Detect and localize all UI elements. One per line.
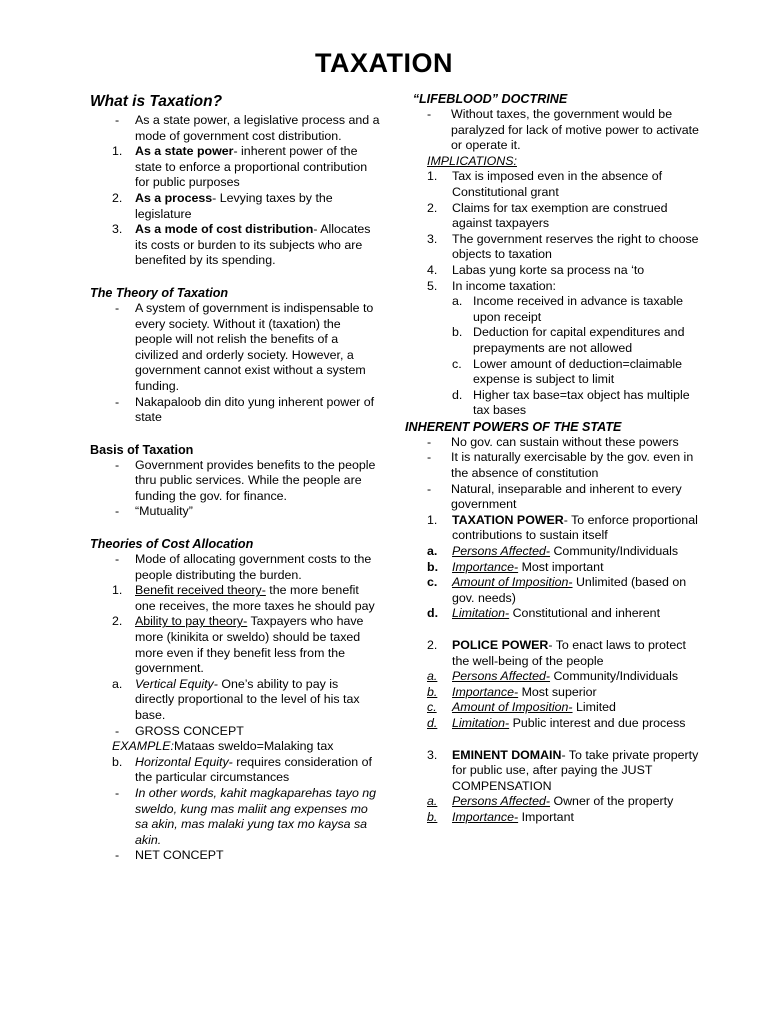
list-item: b. Horizontal Equity- requires consideration of the particular circumstances xyxy=(112,754,372,785)
list-item: - Nakapaloob din dito yung inherent power of state xyxy=(90,395,380,426)
list-item: a. Persons Affected- Community/Individuals xyxy=(427,544,679,559)
list-item: b. Importance- Most important xyxy=(427,559,604,574)
list-item: c. Amount of Imposition- Unlimited (based on gov. needs) xyxy=(427,575,687,605)
list-item: 2. Ability to pay theory- Taxpayers who have more (kinikita or sweldo) should be taxed more even if they benefit less from the government. xyxy=(112,614,364,676)
list-item: - “Mutuality” xyxy=(90,504,380,520)
list-item: - NET CONCEPT xyxy=(90,848,380,864)
dash-marker: - xyxy=(115,552,120,567)
list-item: 4. Labas yung korte sa process na ‘to xyxy=(427,262,645,277)
dash-marker: - xyxy=(427,107,432,121)
list-item: b. Importance- Important xyxy=(427,809,574,824)
list-item: - A system of government is indispensable to every society. Without it (taxation) the people will not relish the benefits of a civilized and orderly society. However, a government cannot exist without a system funding. xyxy=(90,301,380,395)
list-item: - Natural, inseparable and inherent to every government xyxy=(405,482,705,513)
list-item: 3. The government reserves the right to choose objects to taxation xyxy=(427,231,699,262)
list-item: - As a state power, a legislative process and a mode of government cost distribution. xyxy=(90,113,380,144)
list-item: - Government provides benefits to the people thru public services. While the people are funding the gov. for finance. xyxy=(90,458,380,505)
dash-marker: - xyxy=(115,113,120,127)
dash-marker: - xyxy=(115,300,120,315)
list-item: - Mode of allocating government costs to the people distributing the burden. xyxy=(90,552,380,583)
left-column xyxy=(90,92,380,864)
heading-inherent-powers: INHERENT POWERS OF THE STATE xyxy=(405,419,622,434)
heading-theory-of-taxation: The Theory of Taxation xyxy=(90,285,229,300)
list-item: - In other words, kahit magkaparehas tayo ng sweldo, kung mas maliit ang expenses mo sa akin, mas malaki yung tax mo kaysa sa akin. xyxy=(90,786,380,848)
taxation-power-item: 1. TAXATION POWER- To enforce proportional contributions to sustain itself xyxy=(427,512,698,543)
list-item: - Without taxes, the government would be paralyzed for lack of motive power to activate or operate it. xyxy=(405,107,705,154)
list-item: - GROSS CONCEPT xyxy=(90,724,380,740)
eminent-domain-item: 3. EMINENT DOMAIN- To take private property for public use, after paying the JUST COMPENSATION xyxy=(427,747,699,793)
list-item: 1. Tax is imposed even in the absence of Constitutional grant xyxy=(427,169,663,199)
dash-marker: - xyxy=(115,723,120,738)
heading-basis-of-taxation: Basis of Taxation xyxy=(90,442,194,457)
list-item: 1. As a state power- inherent power of the state to enforce a proportional contribution for public purposes xyxy=(112,144,368,190)
list-item: a. Persons Affected- Community/Individuals xyxy=(427,669,679,684)
list-item: c. Amount of Imposition- Limited xyxy=(427,700,616,715)
heading-what-is-taxation: What is Taxation? xyxy=(90,93,223,110)
list-item: a. Vertical Equity- One’s ability to pay is directly proportional to the level of his tax base. xyxy=(112,676,360,722)
list-item: a. Persons Affected- Owner of the property xyxy=(427,794,674,809)
list-item: 2. As a process- Levying taxes by the legislature xyxy=(112,190,333,221)
list-item: - It is naturally exercisable by the gov. even in the absence of constitution xyxy=(405,450,705,481)
list-item: 2. Claims for tax exemption are construed against taxpayers xyxy=(427,200,668,231)
list-item: b. Deduction for capital expenditures and prepayments are not allowed xyxy=(452,325,685,355)
dash-marker: - xyxy=(115,504,120,519)
document-title: TAXATION xyxy=(315,48,453,78)
dash-marker: - xyxy=(427,434,432,449)
dash-marker: - xyxy=(427,481,432,496)
heading-theories-of-cost-allocation: Theories of Cost Allocation xyxy=(90,537,254,552)
dash-marker: - xyxy=(115,394,120,409)
list-item: d. Higher tax base=tax object has multiple tax bases xyxy=(452,387,690,418)
list-item: c. Lower amount of deduction=claimable expense is subject to limit xyxy=(452,356,683,387)
example-line: EXAMPLE: Mataas sweldo=Malaking tax xyxy=(112,739,334,754)
dash-marker: - xyxy=(115,457,120,472)
right-column xyxy=(405,91,705,826)
list-item: a. Income received in advance is taxable upon receipt xyxy=(452,294,684,324)
list-item: d. Limitation- Constitutional and inherent xyxy=(427,606,661,621)
list-item: 3. As a mode of cost distribution- Allocates its costs or burden to its subjects who are benefited by its spending. xyxy=(112,222,371,268)
list-item: d. Limitation- Public interest and due process xyxy=(427,715,686,730)
dash-marker: - xyxy=(115,848,120,863)
dash-marker: - xyxy=(427,450,432,465)
dash-marker: - xyxy=(115,785,120,800)
list-item: 1. Benefit received theory- the more benefit one receives, the more taxes he should pay xyxy=(112,583,375,613)
implications-label: IMPLICATIONS: xyxy=(427,153,517,168)
heading-lifeblood-doctrine: “LIFEBLOOD” DOCTRINE xyxy=(412,92,568,106)
list-item: 5. In income taxation: xyxy=(427,278,557,293)
police-power-item: 2. POLICE POWER- To enact laws to protect the well-being of the people xyxy=(427,638,686,668)
list-item: - No gov. can sustain without these powers xyxy=(405,435,705,451)
list-item: b. Importance- Most superior xyxy=(427,684,597,699)
